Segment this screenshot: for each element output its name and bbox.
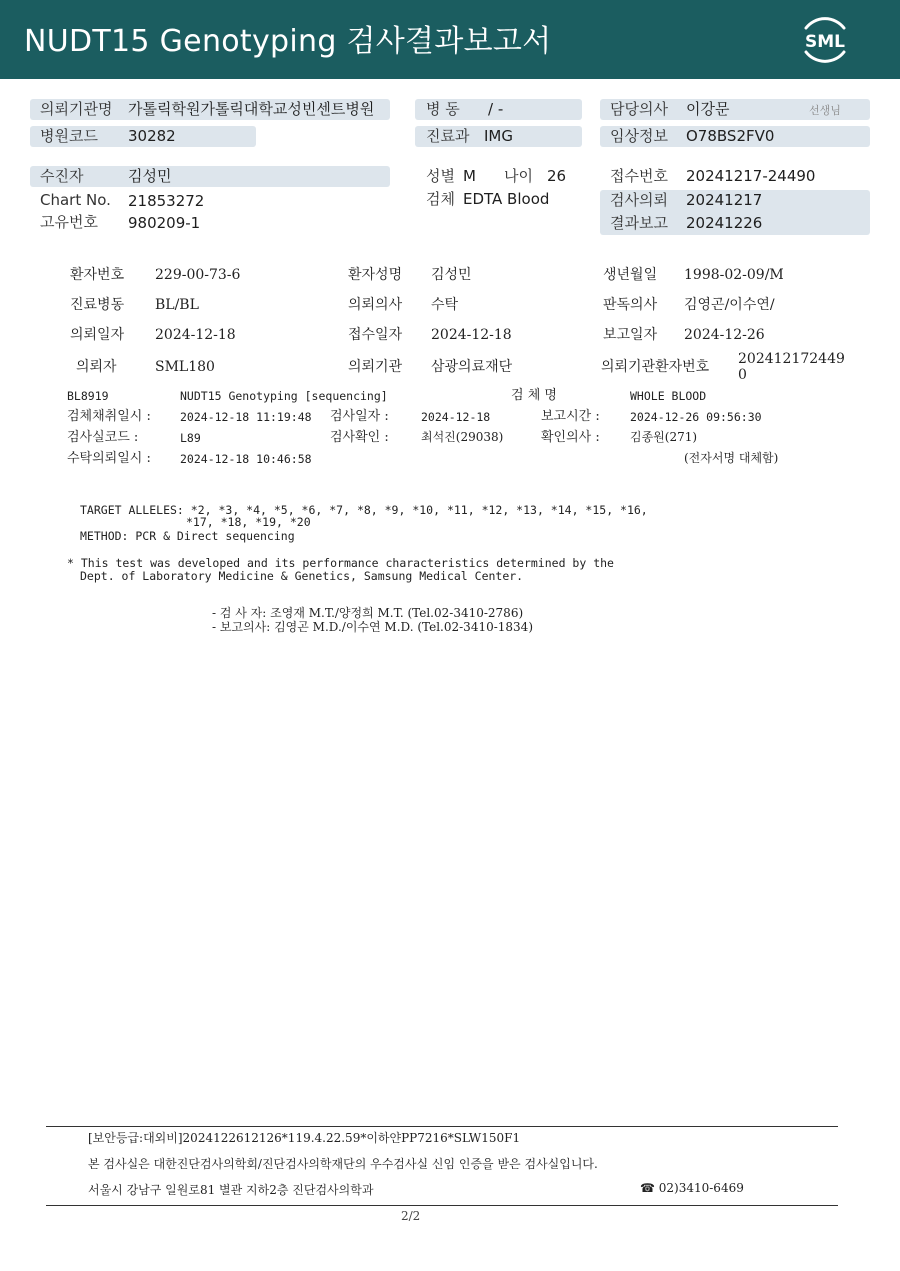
org-patient-no-value-cont: 0 — [738, 367, 747, 383]
consign-value: 2024-12-18 10:46:58 — [180, 452, 312, 466]
org-patient-no-value: 202412172449 — [738, 351, 845, 367]
chart-label: Chart No. — [40, 191, 111, 209]
sex-value: M — [463, 167, 476, 185]
org-patient-no-label: 의뢰기관환자번호 — [601, 359, 710, 375]
tester-line: - 검 사 자: 조영재 M.T./양정희 M.T. (Tel.02-3410-2786) — [212, 606, 524, 620]
reading-doctor-label: 판독의사 — [603, 297, 658, 313]
collect-label: 검체채취일시 : — [67, 409, 151, 424]
request-label: 검사의뢰 — [610, 191, 668, 209]
target-alleles: TARGET ALLELES: *2, *3, *4, *5, *6, *7, *8, *9, *10, *11, *12, *13, *14, *15, *16, — [80, 503, 648, 517]
shade-patient — [30, 166, 390, 187]
department-label: 진료과 — [426, 127, 470, 145]
test-confirm-value: 최석진(29038) — [421, 430, 504, 444]
footer-divider-bottom — [46, 1205, 838, 1206]
address-line: 서울시 강남구 일원로81 별관 지하2층 진단검사의학과 — [88, 1183, 374, 1197]
ward-block-value: BL/BL — [155, 297, 199, 313]
ward-value: / - — [488, 100, 504, 118]
test-date-value: 2024-12-18 — [421, 410, 491, 424]
request-value: 20241217 — [686, 191, 763, 209]
reading-doctor-value: 김영곤/이수연/ — [684, 297, 775, 313]
consign-label: 수탁의뢰일시 : — [67, 451, 151, 466]
clinical-value: O78BS2FV0 — [686, 127, 775, 145]
ordering-doctor-value: 수탁 — [431, 297, 459, 313]
hospital-code-label: 병원코드 — [40, 127, 98, 145]
doctor-value: 이강문 — [686, 100, 730, 118]
birth-value: 1998-02-09/M — [684, 267, 784, 283]
sex-label: 성별 — [426, 167, 455, 185]
receipt-label: 접수번호 — [610, 167, 668, 185]
doctor-label: 담당의사 — [610, 100, 668, 118]
security-line: [보안등급:대외비]2024122612126*119.4.22.59*이하얀PP7216*SLW150F1 — [88, 1131, 521, 1145]
disclaimer-line2: Dept. of Laboratory Medicine & Genetics, Samsung Medical Center. — [80, 569, 524, 583]
patient-value: 김성민 — [128, 167, 172, 185]
age-value: 26 — [547, 167, 567, 185]
specimen-name-value: WHOLE BLOOD — [630, 389, 707, 403]
specimen-label: 검체 — [426, 190, 455, 208]
collect-value: 2024-12-18 11:19:48 — [180, 410, 312, 424]
receipt-date-label: 접수일자 — [348, 327, 403, 343]
ward-label: 병 동 — [426, 100, 460, 118]
esign-note: (전자서명 대체함) — [684, 451, 779, 465]
institution-value: 가톨릭학원가톨릭대학교성빈센트병원 — [128, 100, 375, 118]
patient-id-label: 환자번호 — [70, 267, 125, 283]
lab-code-value: L89 — [180, 431, 201, 445]
report-time-label: 보고시간 : — [541, 409, 600, 424]
receipt-date-value: 2024-12-18 — [431, 327, 512, 343]
disclaimer-line1: * This test was developed and its performance characteristics determined by the — [67, 556, 614, 570]
report-date-value: 2024-12-26 — [684, 327, 765, 343]
institution-label: 의뢰기관명 — [40, 100, 113, 118]
request-date-value: 2024-12-18 — [155, 327, 236, 343]
reporter-line: - 보고의사: 김영곤 M.D./이수연 M.D. (Tel.02-3410-1834) — [212, 620, 533, 634]
clinical-label: 임상정보 — [610, 127, 668, 145]
test-confirm-label: 검사확인 : — [330, 430, 389, 445]
method-line: METHOD: PCR & Direct sequencing — [80, 529, 295, 543]
unique-value: 980209-1 — [128, 214, 201, 232]
report-time-value: 2024-12-26 09:56:30 — [630, 410, 762, 424]
birth-label: 생년월일 — [603, 267, 658, 283]
report-header — [0, 0, 900, 79]
lab-code-label: 검사실코드 : — [67, 430, 139, 445]
result-value: 20241226 — [686, 214, 763, 232]
requesting-org-label: 의뢰기관 — [348, 359, 403, 375]
certification-line: 본 검사실은 대한진단검사의학회/진단검사의학재단의 우수검사실 신임 인증을 받은 검사실입니다. — [88, 1157, 598, 1171]
receipt-value: 20241217-24490 — [686, 167, 816, 185]
specimen-name-label: 검 체 명 — [511, 388, 557, 403]
test-code: BL8919 — [67, 389, 109, 403]
test-name: NUDT15 Genotyping [sequencing] — [180, 389, 388, 403]
specimen-value: EDTA Blood — [463, 190, 550, 208]
footer-divider-top — [46, 1126, 838, 1127]
logo-text: SML — [805, 32, 845, 52]
requesting-org-value: 삼광의료재단 — [431, 359, 513, 375]
report-title: NUDT15 Genotyping 검사결과보고서 — [24, 24, 552, 59]
age-label: 나이 — [504, 167, 533, 185]
test-date-label: 검사일자 : — [330, 409, 389, 424]
patient-name-label: 환자성명 — [348, 267, 403, 283]
phone-line: ☎ 02)3410-6469 — [640, 1181, 744, 1195]
doctor-suffix: 선생님 — [809, 104, 841, 117]
patient-label: 수진자 — [40, 167, 84, 185]
unique-label: 고유번호 — [40, 213, 98, 231]
request-date-label: 의뢰일자 — [70, 327, 125, 343]
verify-doctor-value: 김종원(271) — [630, 430, 698, 444]
patient-name-value: 김성민 — [431, 267, 472, 283]
requester-label: 의뢰자 — [76, 359, 117, 375]
chart-value: 21853272 — [128, 192, 205, 210]
requester-value: SML180 — [155, 359, 215, 375]
verify-doctor-label: 확인의사 : — [541, 430, 600, 445]
hospital-code-value: 30282 — [128, 127, 176, 145]
department-value: IMG — [484, 127, 513, 145]
patient-id-value: 229-00-73-6 — [155, 267, 241, 283]
sml-logo — [796, 12, 854, 66]
ordering-doctor-label: 의뢰의사 — [348, 297, 403, 313]
page-number: 2/2 — [401, 1209, 421, 1223]
report-date-label: 보고일자 — [603, 327, 658, 343]
ward-block-label: 진료병동 — [70, 297, 125, 313]
result-label: 결과보고 — [610, 214, 668, 232]
target-alleles-cont: *17, *18, *19, *20 — [186, 515, 311, 529]
